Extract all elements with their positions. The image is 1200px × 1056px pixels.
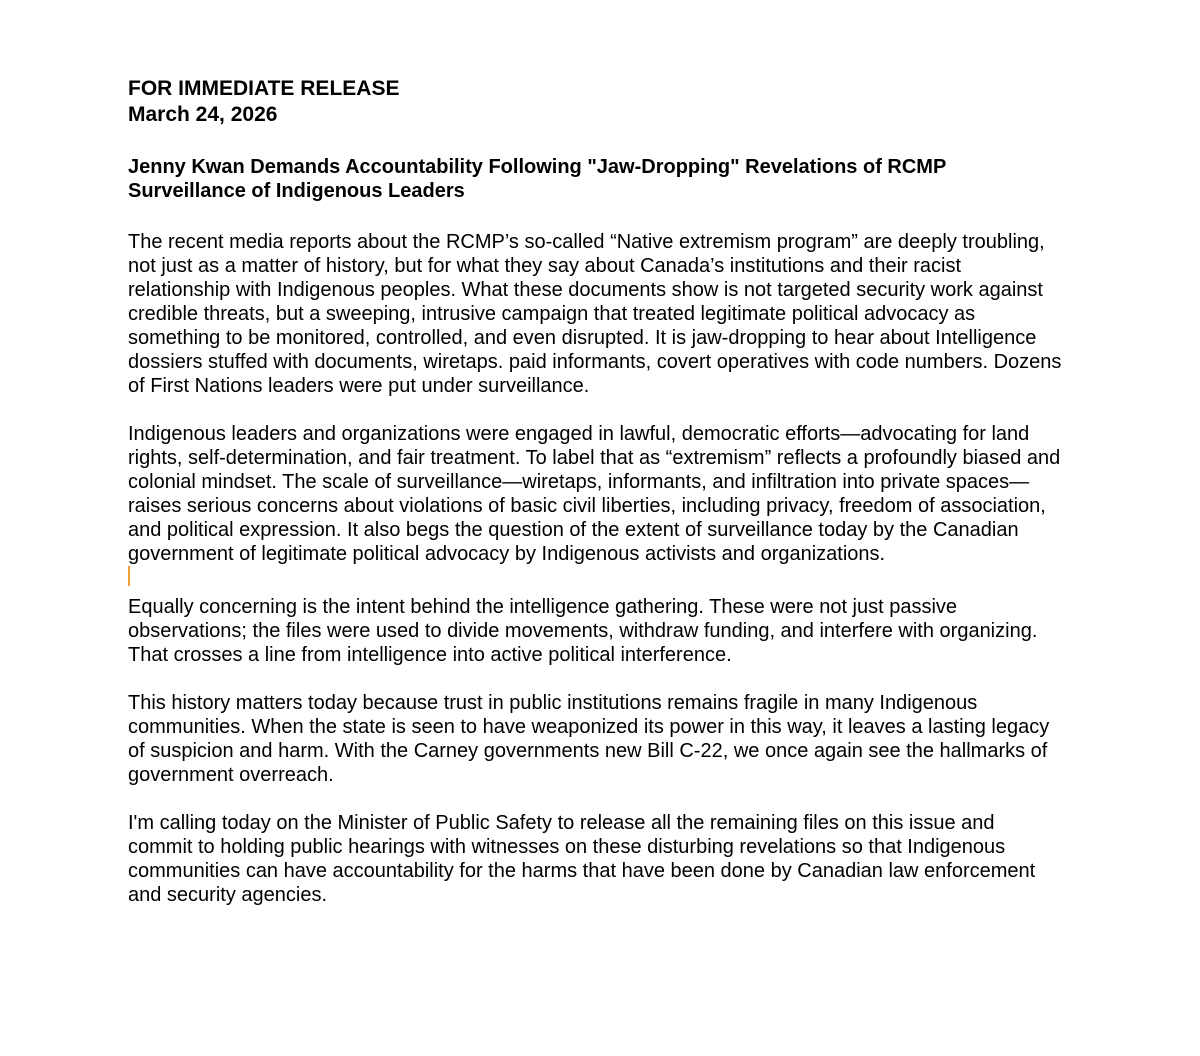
text-cursor[interactable] <box>128 566 1063 590</box>
document-body <box>128 76 1063 907</box>
text-cursor-bar <box>128 566 130 586</box>
paragraph-2: Indigenous leaders and organizations were engaged in lawful, democratic efforts—advocating for land rights, self-determination, and fair treatment. To label that as “extremism” reflects a profoundly biased and colonial mindset. The scale of surveillance—wiretaps, informants, and infiltration into private spaces—raises serious concerns about violations of basic civil liberties, including privacy, freedom of association, and political expression. It also begs the question of the extent of surveillance today by the Canadian government of legitimate political advocacy by Indigenous activists and organizations. <box>128 423 1061 565</box>
paragraph-4: This history matters today because trust in public institutions remains fragile in many Indigenous communities. When the state is seen to have weaponized its power in this way, it leaves a lasting legacy of suspicion and harm. With the Carney governments new Bill C-22, we once again see the hallmarks of government overreach. <box>128 692 1050 786</box>
paragraph-1: The recent media reports about the RCMP’s so-called “Native extremism program” are deeply troubling, not just as a matter of history, but for what they say about Canada’s institutions and their racist relationship with Indigenous peoples. What these documents show is not targeted security work against credible threats, but a sweeping, intrusive campaign that treated legitimate political advocacy as something to be monitored, controlled, and even disrupted. It is jaw-dropping to hear about Intelligence dossiers stuffed with documents, wiretaps. paid informants, covert operatives with code numbers. Dozens of First Nations leaders were put under surveillance. <box>128 231 1062 397</box>
headline: Jenny Kwan Demands Accountability Following "Jaw-Dropping" Revelations of RCMP Surveillance of Indigenous Leaders <box>128 156 946 202</box>
release-label: FOR IMMEDIATE RELEASE <box>128 77 400 100</box>
release-date: March 24, 2026 <box>128 103 278 126</box>
paragraph-3: Equally concerning is the intent behind the intelligence gathering. These were not just passive observations; the files were used to divide movements, withdraw funding, and interfere with organizing. That crosses a line from intelligence into active political interference. <box>128 596 1038 666</box>
paragraph-5: I'm calling today on the Minister of Public Safety to release all the remaining files on this issue and commit to holding public hearings with witnesses on these disturbing revelations so that Indigenous communities can have accountability for the harms that have been done by Canadian law enforcement and security agencies. <box>128 812 1036 906</box>
